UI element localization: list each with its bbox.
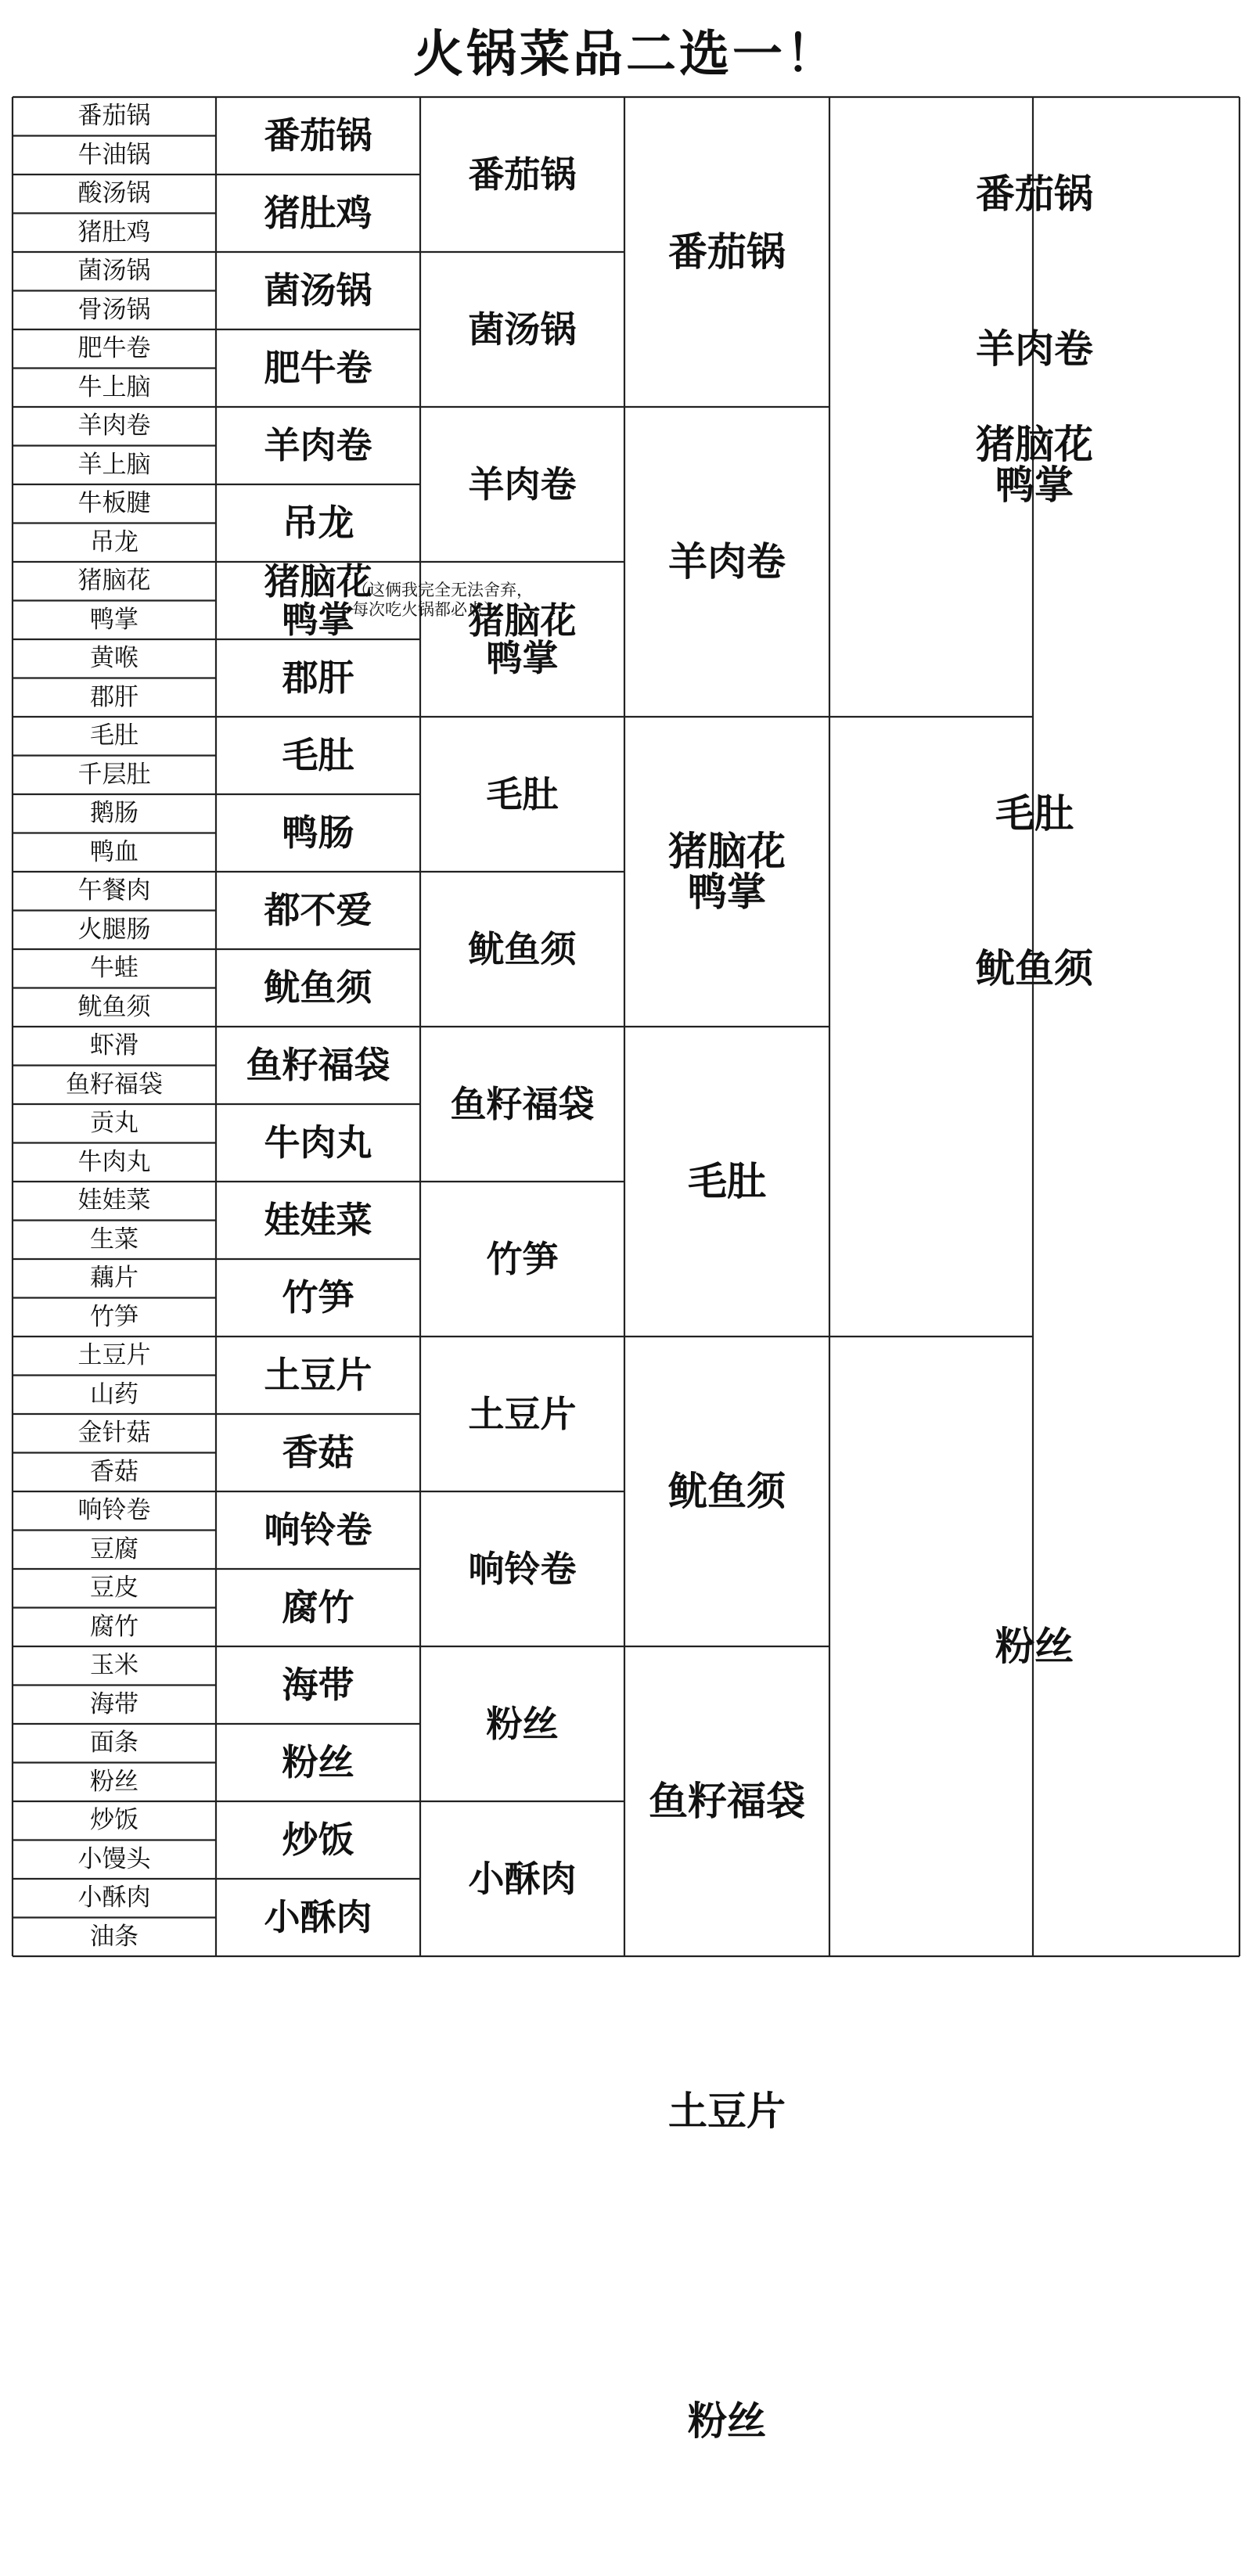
round3-item: 菌汤锅 [468, 308, 577, 351]
round3-item: 土豆片 [468, 1392, 577, 1435]
round2-item: 小酥肉 [264, 1896, 372, 1939]
round1-item: 羊肉卷 [77, 412, 151, 441]
round1-item: 小酥肉 [77, 1883, 151, 1912]
round2-item: 番茄锅 [264, 114, 372, 157]
round1-item: 骨汤锅 [77, 295, 151, 324]
round1-item: 玉米 [90, 1651, 139, 1680]
round3-item: 毛肚 [486, 772, 559, 815]
round1-item: 鱼籽福袋 [66, 1070, 163, 1099]
round1-item: 面条 [90, 1729, 139, 1758]
final-item: 猪脑花 鸭掌 [976, 421, 1093, 509]
note-line-1: （这俩我完全无法舍弃， [352, 581, 533, 599]
round2-item: 竹笋 [282, 1276, 354, 1319]
round4-item: 番茄锅 [668, 228, 786, 275]
round4-item: 猪脑花 鸭掌 [668, 828, 786, 915]
round2-item: 猪脑花 鸭掌 [264, 560, 372, 641]
final-item: 粉丝 [995, 1623, 1074, 1669]
round2-item: 鱼籽福袋 [246, 1044, 390, 1087]
round4-item: 鱼籽福袋 [649, 1778, 805, 1824]
round3-item: 鱼籽福袋 [450, 1082, 595, 1125]
round1-item: 粉丝 [90, 1767, 139, 1796]
round1-item: 火腿肠 [77, 915, 151, 944]
round1-item: 贡丸 [90, 1109, 139, 1138]
round2-item: 响铃卷 [264, 1509, 372, 1552]
round1-item: 鹅肠 [90, 799, 139, 828]
round2-item: 海带 [282, 1664, 354, 1707]
round1-item: 牛油锅 [77, 140, 151, 169]
round2-item: 鸭肠 [282, 811, 354, 854]
round2-item: 土豆片 [264, 1354, 372, 1397]
round1-item: 山药 [90, 1380, 139, 1409]
round1-item: 毛肚 [90, 721, 139, 750]
round2-item: 香菇 [282, 1431, 354, 1474]
note-line-2: 每次吃火锅都必点） [352, 600, 500, 620]
round3-item: 猪脑花 鸭掌 [468, 599, 577, 679]
round1-item: 海带 [90, 1689, 139, 1718]
round2-item: 都不爱 [264, 889, 372, 932]
round3-item: 小酥肉 [468, 1857, 577, 1900]
round1-item: 番茄锅 [77, 102, 151, 131]
round1-item: 虾滑 [90, 1031, 139, 1060]
round1-item: 响铃卷 [77, 1496, 151, 1525]
round1-item: 猪脑花 [77, 567, 151, 595]
round1-item: 生菜 [90, 1225, 139, 1254]
round2-item: 菌汤锅 [264, 269, 372, 312]
round1-item: 炒饭 [90, 1806, 139, 1835]
round1-item: 腐竹 [90, 1612, 139, 1641]
round2-item: 娃娃菜 [264, 1199, 372, 1242]
round1-item: 豆腐 [90, 1534, 139, 1563]
round2-item: 郡肝 [282, 657, 354, 700]
round4-item: 粉丝 [688, 2398, 766, 2444]
round3-item: 响铃卷 [468, 1547, 577, 1590]
round4-item: 毛肚 [688, 1158, 766, 1204]
round3-item: 粉丝 [486, 1702, 559, 1745]
round2-item: 毛肚 [282, 734, 354, 777]
round1-item: 鸭血 [90, 837, 139, 866]
round1-item: 金针菇 [77, 1419, 151, 1448]
round3-item: 竹笋 [486, 1237, 559, 1280]
round1-item: 菌汤锅 [77, 257, 151, 286]
round1-item: 牛肉丸 [77, 1147, 151, 1176]
round1-item: 娃娃菜 [77, 1186, 151, 1215]
round3-item: 鱿鱼须 [468, 927, 577, 970]
round1-item: 鸭掌 [90, 605, 139, 634]
round1-item: 油条 [90, 1922, 139, 1951]
round4-item: 土豆片 [668, 2088, 786, 2134]
annotation-note [352, 581, 533, 620]
round1-item: 郡肝 [90, 682, 139, 711]
round2-item: 炒饭 [282, 1819, 354, 1862]
page-title: 火锅菜品二选一！ [413, 25, 839, 84]
round2-item: 羊肉卷 [264, 424, 372, 467]
round1-item: 黄喉 [90, 644, 139, 673]
round1-item: 土豆片 [77, 1341, 151, 1370]
round1-item: 豆皮 [90, 1574, 139, 1603]
final-item: 毛肚 [995, 790, 1074, 836]
round1-item: 肥牛卷 [77, 334, 151, 363]
round2-item: 猪肚鸡 [264, 192, 372, 235]
round2-item: 鱿鱼须 [264, 966, 372, 1009]
round4-item: 羊肉卷 [668, 538, 786, 585]
round2-item: 肥牛卷 [264, 347, 372, 390]
final-item: 鱿鱼须 [976, 945, 1093, 991]
round1-item: 藕片 [90, 1264, 139, 1293]
final-item: 番茄锅 [976, 171, 1093, 217]
round2-item: 牛肉丸 [264, 1121, 372, 1164]
round1-item: 香菇 [90, 1457, 139, 1486]
round1-item: 牛蛙 [90, 954, 139, 983]
round1-item: 牛上脑 [77, 372, 151, 401]
round1-item: 牛板腱 [77, 489, 151, 518]
round4-item: 鱿鱼须 [668, 1468, 786, 1514]
round1-item: 猪肚鸡 [77, 218, 151, 246]
final-item: 羊肉卷 [976, 326, 1093, 372]
round2-item: 粉丝 [282, 1741, 354, 1784]
round3-item: 番茄锅 [468, 153, 577, 196]
round3-item: 羊肉卷 [468, 462, 577, 505]
round1-item: 小馒头 [77, 1844, 151, 1873]
round1-item: 酸汤锅 [77, 179, 151, 208]
round2-item: 吊龙 [282, 502, 354, 545]
round1-item: 吊龙 [90, 527, 139, 556]
round2-item: 腐竹 [282, 1586, 354, 1629]
round1-item: 午餐肉 [77, 876, 151, 905]
round1-item: 竹笋 [90, 1302, 139, 1331]
round1-item: 千层肚 [77, 760, 151, 789]
round1-item: 鱿鱼须 [77, 992, 151, 1021]
round1-item: 羊上脑 [77, 450, 151, 479]
